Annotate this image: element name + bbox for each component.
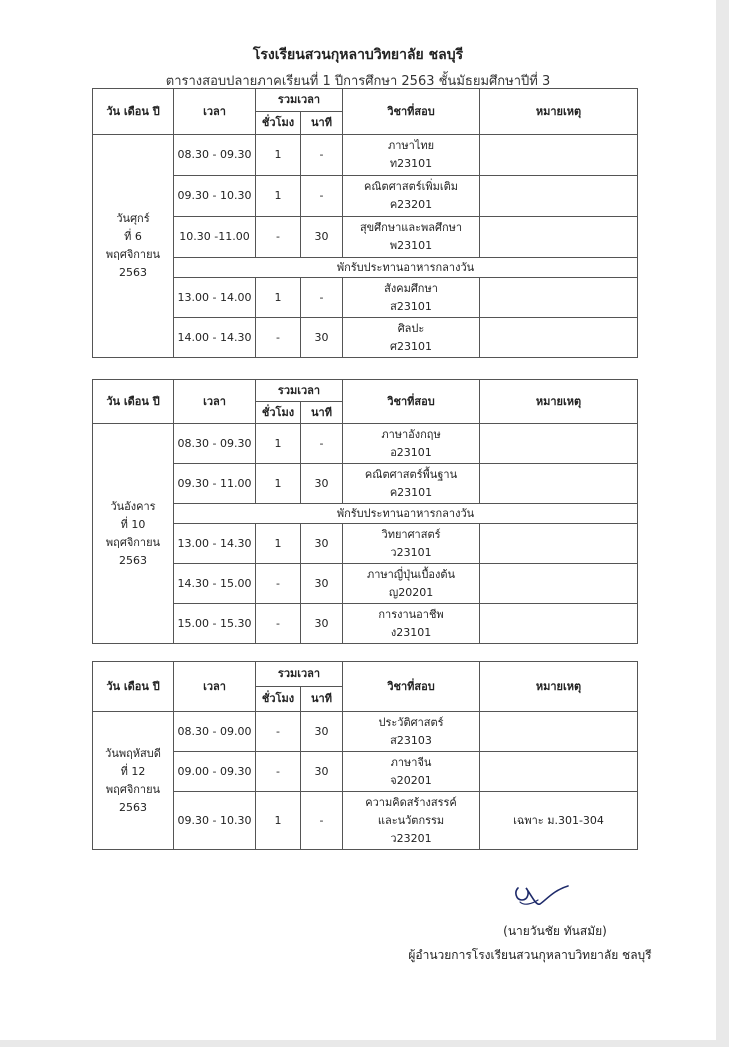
column-header-subject: วิชาที่สอบ: [343, 89, 480, 135]
column-header-subject: วิชาที่สอบ: [343, 662, 480, 712]
exam-date-line: 2563: [119, 800, 147, 814]
exam-date-line: พฤศจิกายน: [105, 248, 161, 261]
exam-minutes: 30: [301, 564, 343, 604]
exam-row: [93, 318, 638, 358]
exam-time: 08.30 - 09.30: [174, 424, 256, 464]
subject-line: ค23101: [389, 485, 433, 499]
exam-date-line: 2563: [119, 266, 147, 279]
exam-time: 10.30 -11.00: [174, 217, 256, 258]
column-header-time: เวลา: [174, 89, 256, 135]
exam-minutes: 30: [301, 464, 343, 504]
exam-subject: [343, 464, 480, 504]
exam-hours: -: [256, 564, 301, 604]
column-header-note: หมายเหตุ: [480, 662, 638, 712]
exam-note: [480, 464, 638, 504]
column-header-hours: ชั่วโมง: [256, 687, 301, 712]
exam-hours: -: [256, 217, 301, 258]
exam-subject: [343, 712, 480, 752]
exam-time: 08.30 - 09.00: [174, 712, 256, 752]
director-signature: [510, 878, 580, 914]
exam-note: เฉพาะ ม.301-304: [480, 792, 638, 850]
exam-row: [93, 176, 638, 217]
subject-line: ศ23101: [390, 339, 432, 353]
column-header-day: วัน เดือน ปี: [93, 89, 174, 135]
exam-subject: [343, 176, 480, 217]
exam-time: 09.00 - 09.30: [174, 752, 256, 792]
subject-line: คณิตศาสตร์เพิ่มเติม: [363, 180, 459, 193]
exam-hours: 1: [256, 792, 301, 850]
exam-minutes: 30: [301, 318, 343, 358]
subject-line: ว23101: [390, 545, 432, 559]
subject-line: วิทยาศาสตร์: [381, 527, 441, 541]
exam-table-day-2: [92, 379, 638, 644]
exam-minutes: 30: [301, 217, 343, 258]
exam-time: 09.30 - 10.30: [174, 792, 256, 850]
exam-subject: [343, 752, 480, 792]
exam-minutes: -: [301, 135, 343, 176]
exam-row: [93, 564, 638, 604]
exam-note: [480, 752, 638, 792]
exam-subject: [343, 792, 480, 850]
exam-row: [93, 524, 638, 564]
exam-note: [480, 318, 638, 358]
subject-line: ภาษาไทย: [387, 139, 435, 152]
subject-line: ว23201: [390, 831, 432, 845]
column-header-day: วัน เดือน ปี: [93, 662, 174, 712]
exam-date-cell: [93, 712, 174, 850]
column-header-minutes: นาที: [301, 687, 343, 712]
school-title: โรงเรียนสวนกุหลาบวิทยาลัย ชลบุรี: [252, 47, 464, 63]
subject-line: ภาษาจีน: [390, 755, 432, 769]
exam-row: [93, 464, 638, 504]
column-header-total: รวมเวลา: [256, 662, 343, 687]
exam-time: 13.00 - 14.00: [174, 278, 256, 318]
exam-time: 08.30 - 09.30: [174, 135, 256, 176]
exam-hours: -: [256, 712, 301, 752]
exam-minutes: 30: [301, 604, 343, 644]
lunch-break-row: [93, 258, 638, 278]
subject-line: ท23101: [389, 157, 433, 170]
subject-line: ประวัติศาสตร์: [378, 715, 444, 729]
exam-date-line: ที่ 10: [120, 517, 146, 531]
exam-date-cell: [93, 424, 174, 644]
subject-line: ภาษาญี่ปุ่นเบื้องต้น: [366, 567, 456, 581]
exam-row: [93, 424, 638, 464]
subject-line: คณิตศาสตร์พื้นฐาน: [364, 467, 458, 481]
subject-line: ง23101: [390, 625, 432, 639]
subject-line: สังคมศึกษา: [384, 281, 438, 295]
exam-row: [93, 217, 638, 258]
exam-table-day-1: [92, 88, 638, 358]
exam-time: 09.30 - 11.00: [174, 464, 256, 504]
exam-subject: [343, 217, 480, 258]
lunch-break-text: พักรับประทานอาหารกลางวัน: [174, 258, 638, 278]
exam-hours: 1: [256, 176, 301, 217]
exam-date-line: 2563: [119, 553, 147, 567]
subject-line: ส23101: [390, 299, 432, 313]
exam-date-line: วันพฤหัสบดี: [105, 746, 161, 760]
subject-line: ส23103: [390, 733, 432, 747]
exam-date-line: ที่ 6: [124, 230, 142, 243]
exam-hours: 1: [256, 424, 301, 464]
column-header-subject: วิชาที่สอบ: [343, 380, 480, 424]
signer-title: ผู้อำนวยการโรงเรียนสวนกุหลาบวิทยาลัย ชลบุรี: [408, 948, 652, 962]
exam-note: [480, 712, 638, 752]
column-header-hours: ชั่วโมง: [256, 402, 301, 424]
exam-row: [93, 712, 638, 752]
subject-line: ความคิดสร้างสรรค์: [365, 795, 457, 809]
exam-hours: -: [256, 604, 301, 644]
exam-hours: -: [256, 752, 301, 792]
exam-minutes: -: [301, 792, 343, 850]
exam-subject: [343, 135, 480, 176]
subject-line: ค23201: [389, 198, 433, 211]
exam-minutes: -: [301, 176, 343, 217]
exam-row: [93, 792, 638, 850]
column-header-time: เวลา: [174, 662, 256, 712]
exam-subject: [343, 524, 480, 564]
header-row: [93, 89, 638, 112]
exam-note: [480, 278, 638, 318]
exam-row: [93, 135, 638, 176]
exam-row: [93, 752, 638, 792]
exam-date-line: พฤศจิกายน: [105, 782, 161, 796]
exam-schedule-subtitle: ตารางสอบปลายภาคเรียนที่ 1 ปีการศึกษา 2563 ชั้นมัธยมศึกษาปีที่ 3: [165, 74, 551, 89]
exam-row: [93, 604, 638, 644]
column-header-minutes: นาที: [301, 112, 343, 135]
exam-hours: 1: [256, 464, 301, 504]
exam-note: [480, 135, 638, 176]
subject-line: และนวัตกรรม: [377, 813, 445, 827]
exam-note: [480, 604, 638, 644]
exam-note: [480, 564, 638, 604]
exam-date-line: วันอังคาร: [110, 499, 156, 513]
exam-hours: 1: [256, 135, 301, 176]
exam-time: 15.00 - 15.30: [174, 604, 256, 644]
header-row: [93, 662, 638, 687]
exam-row: [93, 278, 638, 318]
column-header-day: วัน เดือน ปี: [93, 380, 174, 424]
exam-date-line: ที่ 12: [120, 764, 146, 778]
column-header-time: เวลา: [174, 380, 256, 424]
subject-line: พ23101: [389, 239, 433, 252]
exam-subject: [343, 424, 480, 464]
exam-time: 09.30 - 10.30: [174, 176, 256, 217]
exam-date-line: วันศุกร์: [116, 212, 150, 225]
column-header-note: หมายเหตุ: [480, 380, 638, 424]
column-header-note: หมายเหตุ: [480, 89, 638, 135]
column-header-total: รวมเวลา: [256, 89, 343, 112]
subject-line: ภาษาอังกฤษ: [381, 427, 441, 441]
exam-minutes: -: [301, 424, 343, 464]
exam-date-cell: [93, 135, 174, 358]
exam-minutes: 30: [301, 524, 343, 564]
exam-subject: [343, 318, 480, 358]
exam-note: [480, 424, 638, 464]
signer-name: (นายวันชัย ทันสมัย): [503, 924, 607, 938]
exam-hours: 1: [256, 278, 301, 318]
subject-line: อ23101: [390, 445, 432, 459]
lunch-break-row: [93, 504, 638, 524]
subject-line: สุขศึกษาและพลศึกษา: [359, 221, 463, 234]
subject-line: ญ20201: [388, 585, 434, 599]
column-header-total: รวมเวลา: [256, 380, 343, 402]
subject-line: ศิลปะ: [397, 321, 425, 335]
exam-minutes: -: [301, 278, 343, 318]
exam-note: [480, 524, 638, 564]
header-row: [93, 380, 638, 402]
column-header-hours: ชั่วโมง: [256, 112, 301, 135]
lunch-break-text: พักรับประทานอาหารกลางวัน: [174, 504, 638, 524]
exam-time: 14.00 - 14.30: [174, 318, 256, 358]
exam-subject: [343, 278, 480, 318]
exam-time: 13.00 - 14.30: [174, 524, 256, 564]
exam-date-line: พฤศจิกายน: [105, 535, 161, 549]
column-header-minutes: นาที: [301, 402, 343, 424]
exam-minutes: 30: [301, 752, 343, 792]
exam-note: [480, 176, 638, 217]
exam-subject: [343, 564, 480, 604]
subject-line: จ20201: [390, 773, 432, 787]
exam-table-day-3: [92, 661, 638, 850]
subject-line: การงานอาชีพ: [378, 607, 444, 621]
exam-minutes: 30: [301, 712, 343, 752]
exam-time: 14.30 - 15.00: [174, 564, 256, 604]
exam-hours: -: [256, 318, 301, 358]
exam-hours: 1: [256, 524, 301, 564]
exam-note: [480, 217, 638, 258]
exam-subject: [343, 604, 480, 644]
